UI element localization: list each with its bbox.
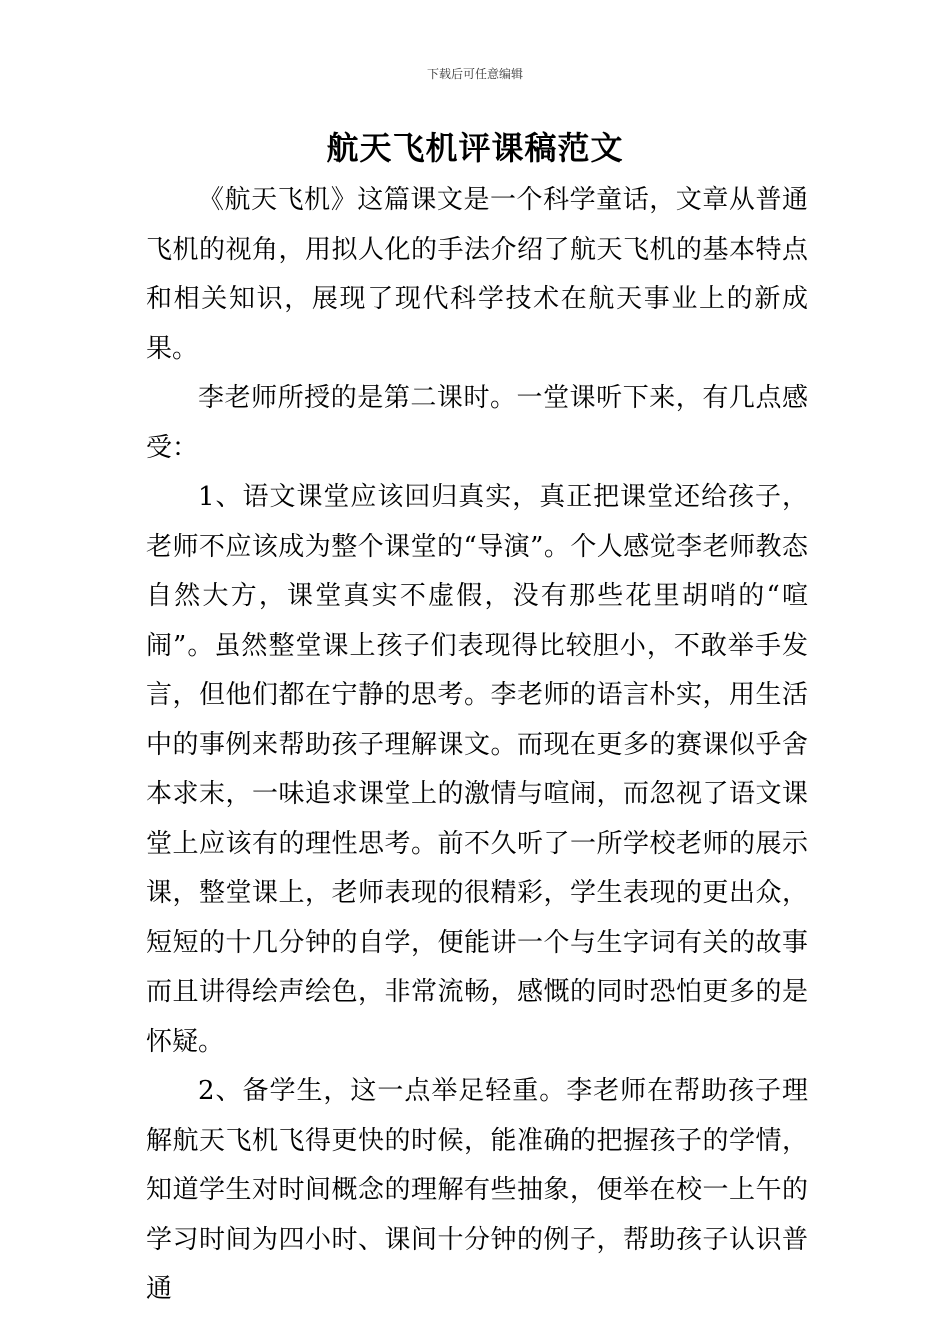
paragraph-intro: 《航天飞机》这篇课文是一个科学童话，文章从普通飞机的视角，用拟人化的手法介绍了航天飞机的基本特点和相关知识，展现了现代科学技术在航天事业上的新成果。: [146, 185, 808, 364]
header-note: 下载后可任意编辑: [426, 67, 523, 81]
document-body: [146, 176, 808, 1315]
paragraph-point-2: 2、备学生，这一点举足轻重。李老师在帮助孩子理解航天飞机飞得更快的时候，能准确的把握孩子的学情，知道学生对时间概念的理解有些抽象，便举在校一上午的学习时间为四小时、课间十分钟的例子，帮助孩子认识普通: [146, 1076, 808, 1304]
paragraph-lesson: 李老师所授的是第二课时。一堂课听下来，有几点感受：: [146, 383, 808, 463]
paragraph-point-1: 1、语文课堂应该回归真实，真正把课堂还给孩子，老师不应该成为整个课堂的“导演”。个人感觉李老师教态自然大方，课堂真实不虚假，没有那些花里胡哨的“喧闹”。虽然整堂课上孩子们表现得比较胆小，不敢举手发言，但他们都在宁静的思考。李老师的语言朴实，用生活中的事例来帮助孩子理解课文。而现在更多的赛课似乎舍本求末，一味追求课堂上的激情与喧闹，而忽视了语文课堂上应该有的理性思考。前不久听了一所学校老师的展示课，整堂课上，老师表现的很精彩，学生表现的更出众，短短的十几分钟的自学，便能讲一个与生字词有关的故事而且讲得绘声绘色，非常流畅，感慨的同时恐怕更多的是怀疑。: [146, 482, 808, 1057]
document-title: 航天飞机评课稿范文: [326, 129, 624, 167]
